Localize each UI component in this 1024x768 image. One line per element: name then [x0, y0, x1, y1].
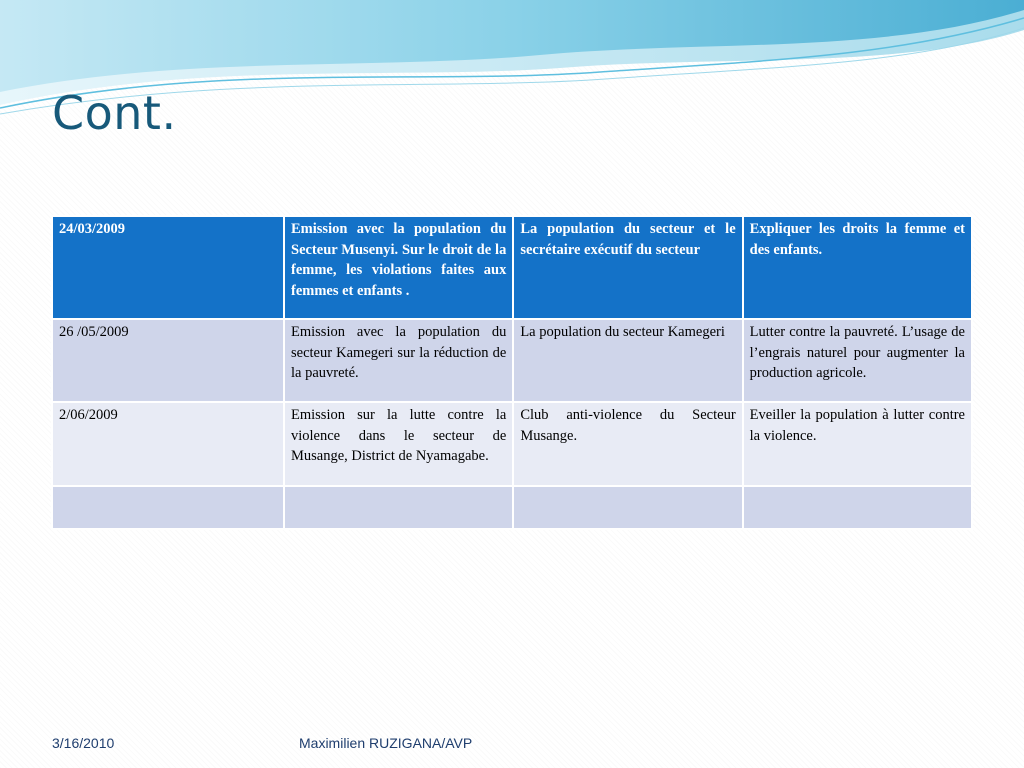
- table-cell: La population du secteur et le secrétaire exécutif du secteur: [513, 216, 742, 319]
- table-cell: 24/03/2009: [52, 216, 284, 319]
- table-cell: Lutter contre la pauvreté. L’usage de l’engrais naturel pour augmenter la production agricole.: [743, 319, 972, 402]
- table-cell: [284, 486, 513, 529]
- table-cell: La population du secteur Kamegeri: [513, 319, 742, 402]
- table-row: [52, 402, 972, 486]
- table-row: [52, 486, 972, 529]
- table-cell: 26 /05/2009: [52, 319, 284, 402]
- table-cell: Expliquer les droits la femme et des enfants.: [743, 216, 972, 319]
- slide-title: Cont.: [52, 86, 177, 140]
- table-cell: [743, 486, 972, 529]
- table-cell: Emission avec la population du Secteur Musenyi. Sur le droit de la femme, les violations faites aux femmes et enfants .: [284, 216, 513, 319]
- table-row: [52, 216, 972, 319]
- table-cell: 2/06/2009: [52, 402, 284, 486]
- schedule-table: [51, 215, 973, 530]
- table-cell: Club anti-violence du Secteur Musange.: [513, 402, 742, 486]
- table-cell: [513, 486, 742, 529]
- table-cell: Emission sur la lutte contre la violence dans le secteur de Musange, District de Nyamagabe.: [284, 402, 513, 486]
- table-row: [52, 319, 972, 402]
- schedule-table-container: [51, 215, 973, 530]
- footer-date: 3/16/2010: [52, 735, 115, 751]
- footer-author: Maximilien RUZIGANA/AVP: [299, 735, 473, 751]
- table-cell: Emission avec la population du secteur Kamegeri sur la réduction de la pauvreté.: [284, 319, 513, 402]
- table-cell: Eveiller la population à lutter contre la violence.: [743, 402, 972, 486]
- table-cell: [52, 486, 284, 529]
